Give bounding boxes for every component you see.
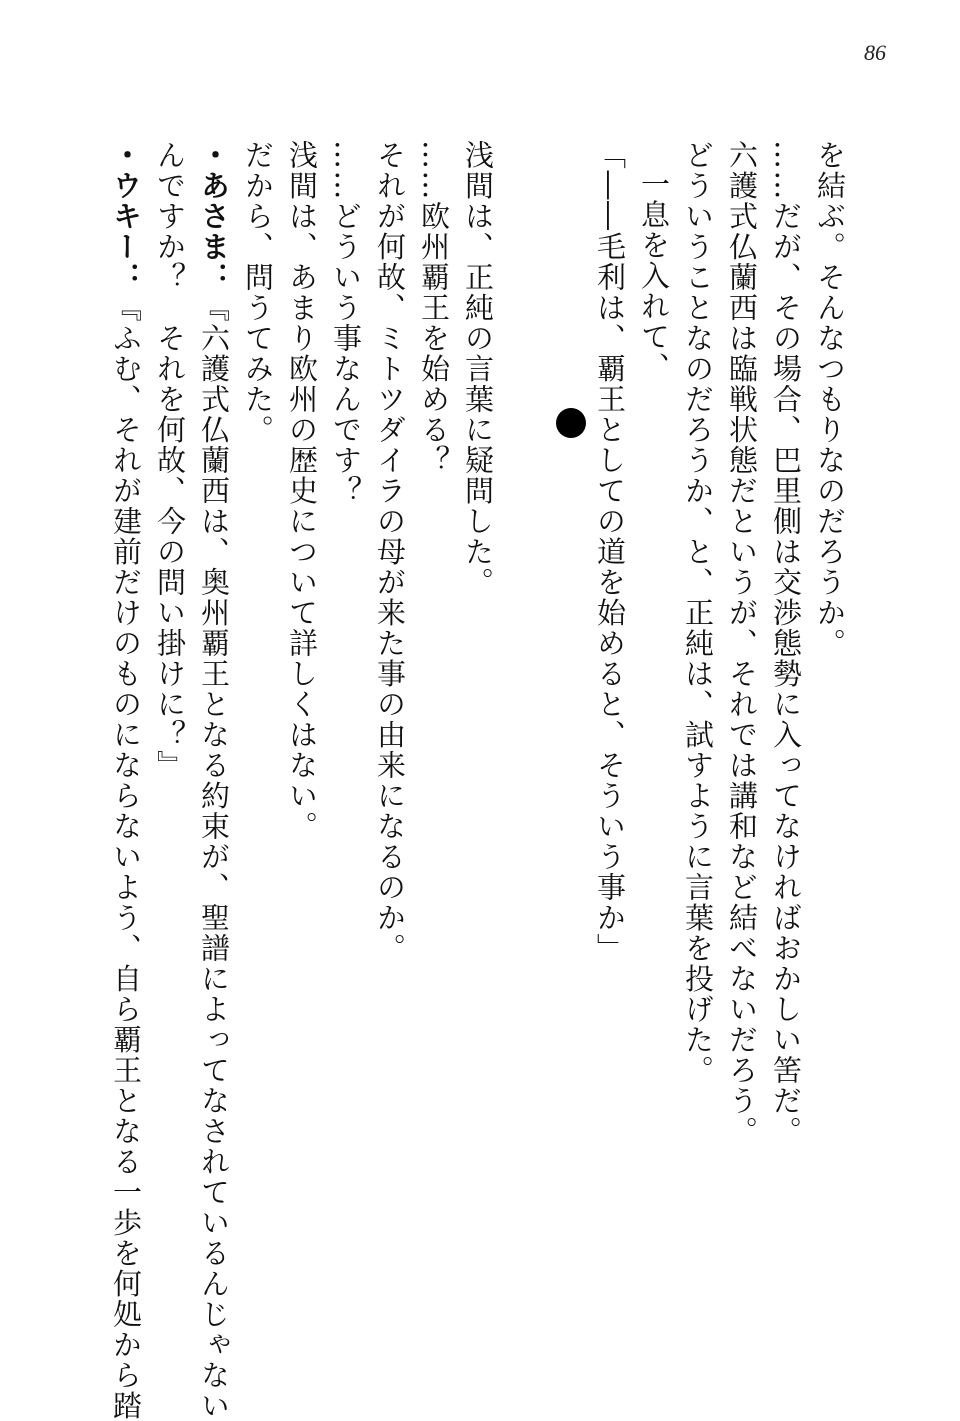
speaker-label: ・ウキー： xyxy=(109,140,143,293)
chat-message: 『ふむ、それが建前だけのものにならないよう、自ら覇王となる一歩を何処から踏 xyxy=(109,293,143,1421)
text-line: どういうことなのだろうか、と、正純は、試すように言葉を投げた。 xyxy=(676,140,720,1320)
text-line: 六護式仏蘭西は臨戦状態だというが、それでは講和など結べないだろう。 xyxy=(720,140,764,1320)
chat-line xyxy=(192,140,236,1320)
text-line: ……欧州覇王を始める？ xyxy=(412,140,456,1320)
scene-break-dot xyxy=(556,408,586,438)
chat-continuation: んですか？ それを何故、今の問い掛けに？』 xyxy=(148,140,192,1320)
text-line: 一息を入れて、 xyxy=(632,140,676,1320)
text-line: ……だが、その場合、巴里側は交渉態勢に入ってなければおかしい筈だ。 xyxy=(764,140,808,1320)
body-text xyxy=(152,140,852,1320)
chat-message: 『六護式仏蘭西は、奥州覇王となる約束が、聖譜によってなされているんじゃない xyxy=(197,293,231,1421)
text-line: 浅間は、正純の言葉に疑問した。 xyxy=(456,140,500,1320)
speaker-label: ・あさま： xyxy=(197,140,231,293)
text-line: ……どういう事なんです？ xyxy=(324,140,368,1320)
text-line: だから、問うてみた。 xyxy=(236,140,280,1320)
text-line: それが何故、ミトツダイラの母が来た事の由来になるのか。 xyxy=(368,140,412,1320)
text-line: を結ぶ。そんなつもりなのだろうか。 xyxy=(808,140,852,1320)
dialogue-line: 「――毛利は、覇王としての道を始めると、そういう事か」 xyxy=(588,140,632,1320)
page-number: 86 xyxy=(864,40,886,66)
text-line: 浅間は、あまり欧州の歴史について詳しくはない。 xyxy=(280,140,324,1320)
chat-line xyxy=(104,140,148,1320)
